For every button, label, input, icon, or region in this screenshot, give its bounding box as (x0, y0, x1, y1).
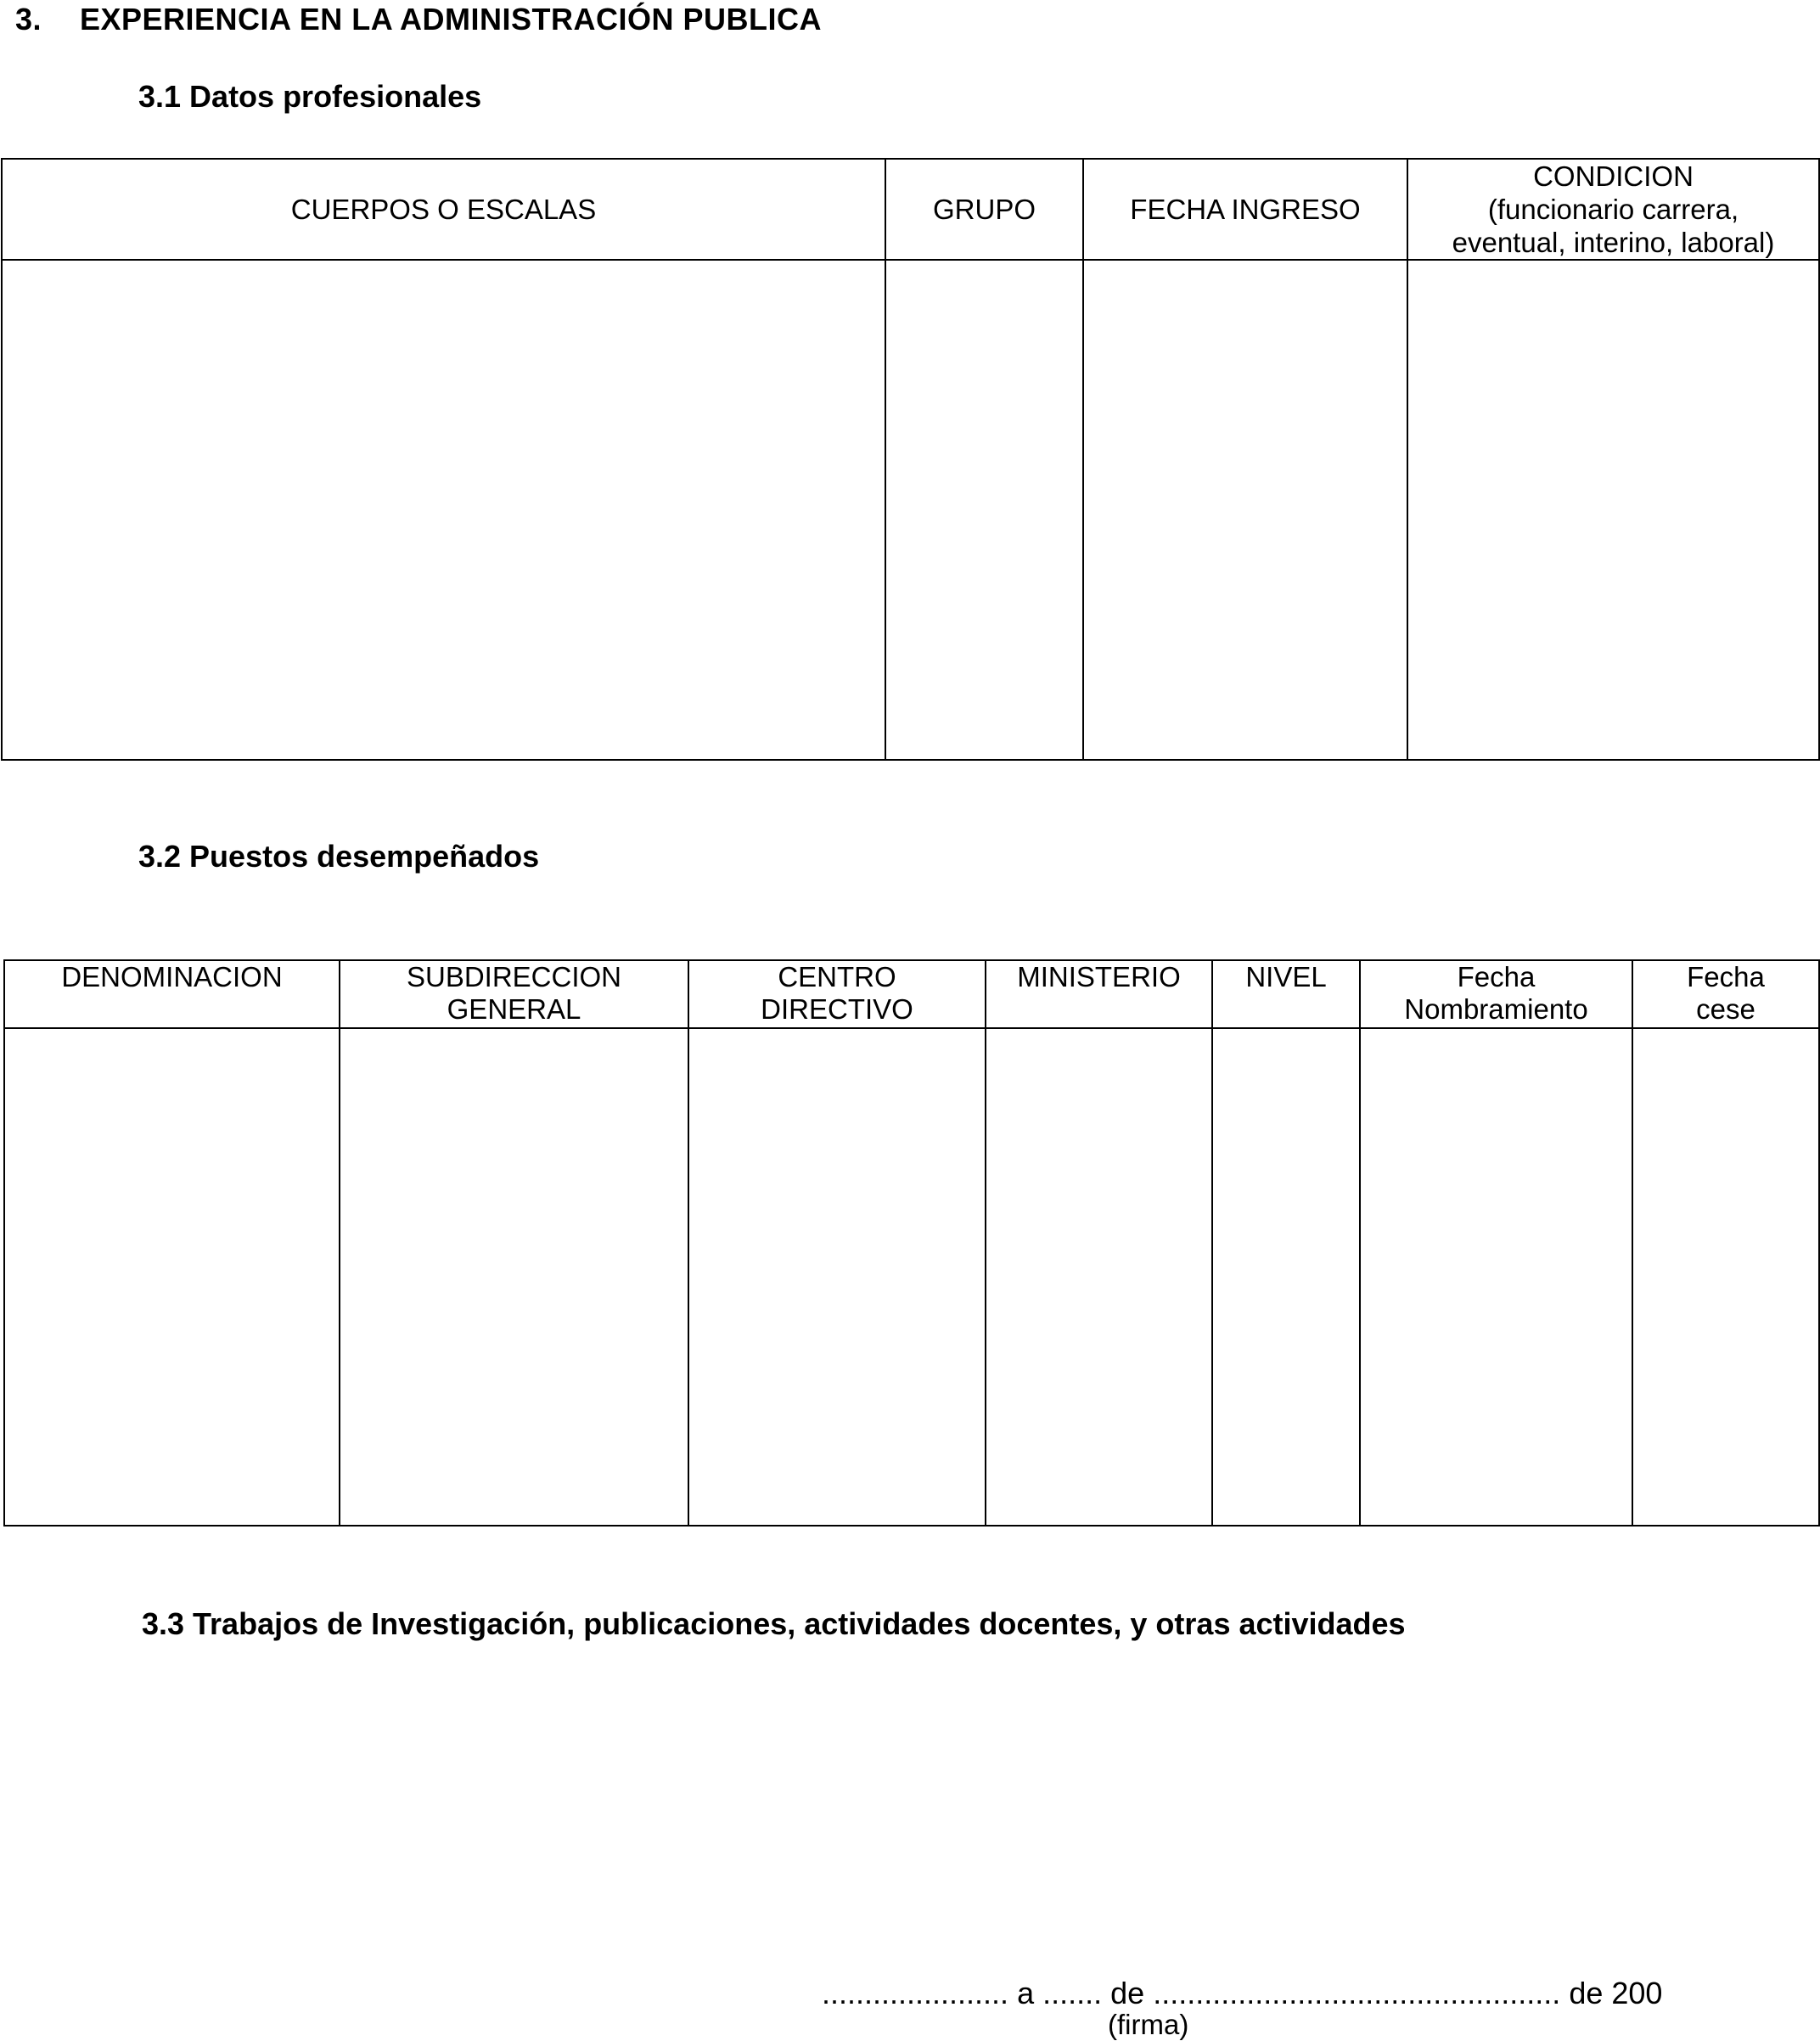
header-line: Nombramiento (1404, 993, 1588, 1025)
condicion-note-line2: eventual, interino, laboral) (1452, 227, 1775, 258)
table-header-row (4, 960, 1819, 1028)
column-header-denominacion (4, 960, 340, 1028)
subsection-puestos-title: 3.2 Puestos desempeñados (138, 839, 540, 874)
puestos-desempenados-table (3, 959, 1820, 1527)
section-heading (15, 4, 822, 35)
header-line: Fecha (1457, 961, 1536, 992)
table-row (4, 1028, 1819, 1526)
day-blank[interactable]: ....... (1042, 1976, 1103, 2010)
sig-word-de: de (1110, 1976, 1145, 2010)
column-header-condicion (1407, 159, 1819, 260)
signature-label: (firma) (1108, 2009, 1189, 2040)
input-cell-fecha-ingreso[interactable] (1083, 260, 1407, 760)
column-header-centro-directivo (688, 960, 986, 1028)
input-cell-denominacion[interactable] (4, 1028, 340, 1526)
input-cell-centro-directivo[interactable] (688, 1028, 986, 1526)
column-header-grupo: GRUPO (885, 159, 1083, 260)
input-cell-subdireccion[interactable] (340, 1028, 688, 1526)
header-line: DENOMINACION (61, 961, 283, 992)
sig-word-a: a (1017, 1976, 1035, 2010)
header-line: CENTRO (778, 961, 896, 992)
column-header-cuerpos: CUERPOS O ESCALAS (2, 159, 885, 260)
subsection-trabajos-title: 3.3 Trabajos de Investigación, publicaciones, actividades docentes, y otras actividades (142, 1606, 1406, 1641)
header-line: cese (1696, 993, 1755, 1025)
column-header-ministerio (986, 960, 1212, 1028)
header-line: NIVEL (1245, 961, 1327, 992)
column-header-fecha-nombramiento (1360, 960, 1632, 1028)
subsection-datos-profesionales-title: 3.1 Datos profesionales (138, 79, 482, 114)
header-line: Fecha (1687, 961, 1765, 992)
input-cell-fecha-nombramiento[interactable] (1360, 1028, 1632, 1526)
year-prefix: de 200 (1569, 1976, 1663, 2010)
header-line: GENERAL (447, 993, 581, 1025)
input-cell-ministerio[interactable] (986, 1028, 1212, 1526)
input-cell-fecha-cese[interactable] (1632, 1028, 1819, 1526)
section-number: 3. (15, 2, 42, 37)
condicion-label: CONDICION (1533, 160, 1694, 192)
column-header-subdireccion (340, 960, 688, 1028)
input-cell-nivel[interactable] (1212, 1028, 1360, 1526)
datos-profesionales-table (1, 158, 1820, 761)
signature-place-date-line (822, 1978, 1662, 2009)
header-line: DIRECTIVO (761, 993, 913, 1025)
section-title: EXPERIENCIA EN LA ADMINISTRACIÓN PUBLICA (80, 2, 823, 37)
condicion-note-line1: (funcionario carrera, (1487, 194, 1739, 225)
column-header-fecha-cese (1632, 960, 1819, 1028)
input-cell-condicion[interactable] (1407, 260, 1819, 760)
table-header-row (2, 159, 1819, 260)
header-line: SUBDIRECCION (406, 961, 622, 992)
input-cell-grupo[interactable] (885, 260, 1083, 760)
month-blank[interactable]: ................................................ (1153, 1976, 1561, 2010)
input-cell-cuerpos[interactable] (2, 260, 885, 760)
column-header-fecha-ingreso: FECHA INGRESO (1083, 159, 1407, 260)
column-header-nivel (1212, 960, 1360, 1028)
place-blank[interactable]: ...................... (822, 1976, 1009, 2010)
header-line: MINISTERIO (1017, 961, 1181, 992)
table-row (2, 260, 1819, 760)
